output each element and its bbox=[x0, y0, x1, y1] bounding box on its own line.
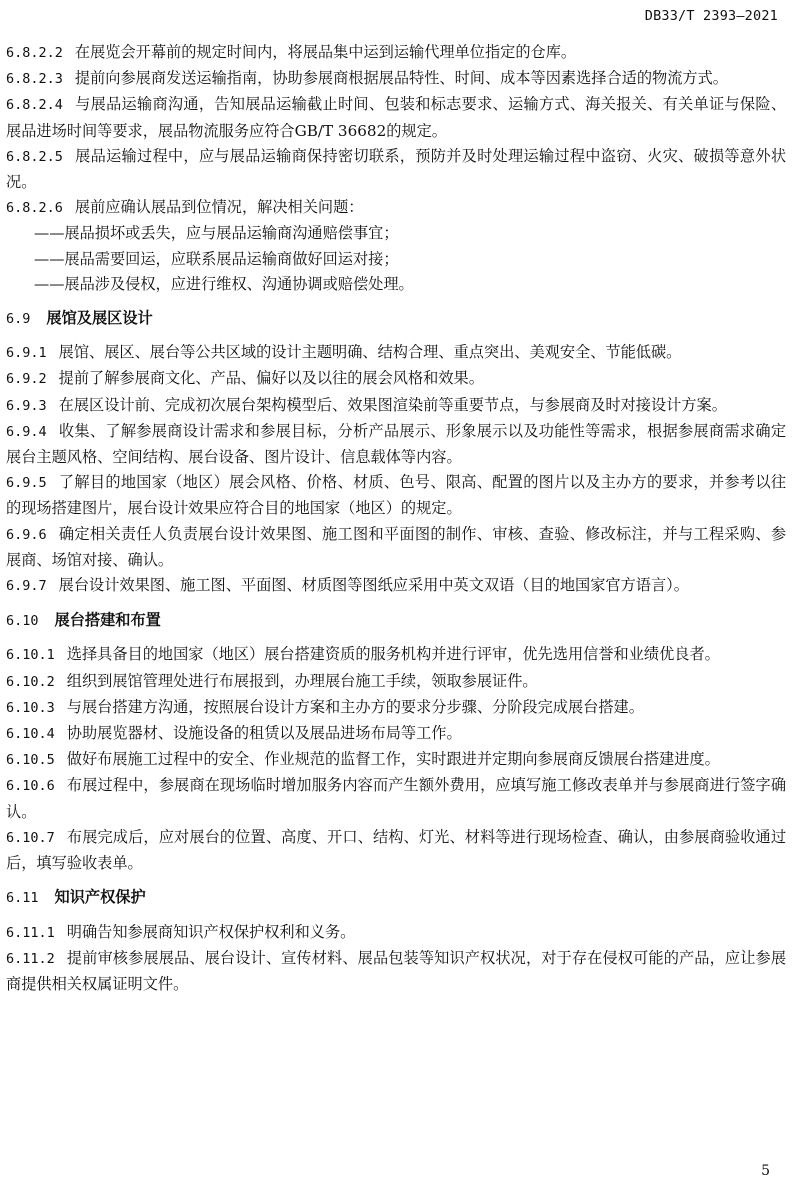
clause-number: 6.11 bbox=[6, 890, 39, 907]
clause-number: 6.10.7 bbox=[6, 829, 55, 846]
document-body bbox=[6, 40, 786, 997]
clause-number: 6.10.2 bbox=[6, 673, 55, 690]
clause-number: 6.9.5 bbox=[6, 475, 47, 492]
clause-text: 在展览会开幕前的规定时间内，将展品集中运到运输代理单位指定的仓库。 bbox=[74, 43, 577, 61]
clause-text: 收集、了解参展商设计需求和参展目标，分析产品展示、形象展示以及功能性等需求，根据参展商需求确定展台主题风格、空间结构、展台设备、图片设计、信息载体等内容。 bbox=[6, 421, 786, 467]
clause-text: 明确告知参展商知识产权保护权利和义务。 bbox=[66, 922, 356, 941]
clause-paragraph bbox=[6, 946, 786, 997]
clause-number: 6.10 bbox=[6, 613, 39, 630]
clause-paragraph bbox=[6, 340, 786, 366]
clause-text: 布展完成后，应对展台的位置、高度、开口、结构、灯光、材料等进行现场检查、确认，由参展商验收通过后，填写验收表单。 bbox=[6, 827, 786, 873]
list-item bbox=[6, 221, 786, 246]
clause-paragraph bbox=[6, 669, 786, 695]
clause-text: 提前了解参展商文化、产品、偏好以及以往的展会风格和效果。 bbox=[58, 369, 484, 388]
list-item bbox=[6, 247, 786, 272]
clause-text: 展台搭建和布置 bbox=[54, 611, 161, 630]
clause-number: 6.10.5 bbox=[6, 752, 55, 769]
clause-text: 知识产权保护 bbox=[54, 888, 146, 907]
clause-number: 6.9.4 bbox=[6, 423, 47, 440]
clause-text: 展馆、展区、展台等公共区域的设计主题明确、结构合理、重点突出、美观安全、节能低碳。 bbox=[58, 343, 682, 362]
clause-text: 展台设计效果图、施工图、平面图、材质图等图纸应采用中英文双语（目的地国家官方语言）。 bbox=[58, 576, 689, 595]
clause-text: 提前向参展商发送运输指南，协助参展商根据展品特性、时间、成本等因素选择合适的物流方式。 bbox=[74, 69, 728, 88]
section-heading bbox=[6, 608, 786, 634]
clause-number: 6.9.6 bbox=[6, 526, 47, 543]
clause-paragraph bbox=[6, 721, 786, 747]
clause-text: ——展品涉及侵权，应进行维权、沟通协调或赔偿处理。 bbox=[34, 274, 414, 293]
clause-number: 6.9.2 bbox=[6, 371, 47, 388]
clause-paragraph bbox=[6, 366, 786, 392]
clause-text: 与展台搭建方沟通，按照展台设计方案和主办方的要求分步骤、分阶段完成展台搭建。 bbox=[66, 697, 644, 716]
clause-number: 6.10.6 bbox=[6, 778, 55, 795]
clause-number: 6.9.7 bbox=[6, 578, 47, 595]
section-heading bbox=[6, 885, 786, 911]
clause-text: 展品运输过程中，应与展品运输商保持密切联系，预防并及时处理运输过程中盗窃、火灾、破损等意外状况。 bbox=[6, 146, 786, 192]
clause-number: 6.8.2.2 bbox=[6, 45, 63, 61]
clause-text: 在展区设计前、完成初次展台架构模型后、效果图渲染前等重要节点，与参展商及时对接设计方案。 bbox=[58, 395, 727, 414]
clause-paragraph bbox=[6, 470, 786, 521]
clause-paragraph bbox=[6, 419, 786, 470]
clause-paragraph bbox=[6, 393, 786, 419]
clause-number: 6.11.1 bbox=[6, 924, 55, 941]
clause-text: 展馆及展区设计 bbox=[46, 309, 153, 328]
clause-number: 6.10.4 bbox=[6, 726, 55, 743]
clause-paragraph bbox=[6, 695, 786, 721]
clause-paragraph bbox=[6, 195, 786, 221]
clause-text: 确定相关责任人负责展台设计效果图、施工图和平面图的制作、审核、查验、修改标注，并与工程采购、参展商、场馆对接、确认。 bbox=[6, 524, 786, 569]
document-id: DB33/T 2393—2021 bbox=[644, 8, 778, 24]
clause-paragraph bbox=[6, 773, 786, 824]
clause-paragraph bbox=[6, 144, 786, 195]
clause-number: 6.8.2.3 bbox=[6, 71, 63, 88]
clause-number: 6.8.2.4 bbox=[6, 97, 63, 114]
clause-paragraph bbox=[6, 40, 786, 66]
clause-text: 组织到展馆管理处进行布展报到，办理展台施工手续，领取参展证件。 bbox=[66, 671, 538, 690]
clause-number: 6.9 bbox=[6, 311, 31, 328]
clause-paragraph bbox=[6, 920, 786, 946]
clause-paragraph bbox=[6, 522, 786, 573]
clause-text: 选择具备目的地国家（地区）展台搭建资质的服务机构并进行评审，优先选用信誉和业绩优良者。 bbox=[66, 645, 720, 664]
clause-text: 提前审核参展展品、展台设计、宣传材料、展品包装等知识产权状况，对于存在侵权可能的产品，应让参展商提供相关权属证明文件。 bbox=[6, 948, 786, 993]
clause-text: ——展品需要回运，应联系展品运输商做好回运对接； bbox=[34, 249, 399, 268]
page-number: 5 bbox=[761, 1163, 770, 1179]
clause-number: 6.10.3 bbox=[6, 699, 55, 716]
clause-text: 展前应确认展品到位情况，解决相关问题： bbox=[74, 198, 364, 217]
clause-text: ——展品损坏或丢失，应与展品运输商沟通赔偿事宜； bbox=[34, 224, 399, 243]
clause-number: 6.9.3 bbox=[6, 397, 47, 414]
clause-paragraph bbox=[6, 573, 786, 599]
section-heading bbox=[6, 306, 786, 332]
clause-paragraph bbox=[6, 642, 786, 668]
clause-paragraph bbox=[6, 66, 786, 92]
clause-text: 布展过程中，参展商在现场临时增加服务内容而产生额外费用，应填写施工修改表单并与参展商进行签字确认。 bbox=[6, 776, 786, 821]
clause-number: 6.10.1 bbox=[6, 647, 55, 664]
clause-text: 了解目的地国家（地区）展会风格、价格、材质、色号、限高、配置的图片以及主办方的要求，并参考以往的现场搭建图片，展台设计效果应符合目的地国家（地区）的规定。 bbox=[6, 473, 786, 518]
clause-text: 做好布展施工过程中的安全、作业规范的监督工作，实时跟进并定期向参展商反馈展台搭建进度。 bbox=[66, 750, 720, 769]
clause-number: 6.8.2.6 bbox=[6, 200, 63, 217]
clause-number: 6.11.2 bbox=[6, 950, 55, 967]
clause-paragraph bbox=[6, 825, 786, 876]
clause-number: 6.9.1 bbox=[6, 345, 47, 362]
clause-number: 6.8.2.5 bbox=[6, 148, 63, 165]
clause-paragraph bbox=[6, 92, 786, 143]
clause-paragraph bbox=[6, 747, 786, 773]
list-item bbox=[6, 272, 786, 297]
clause-text: 协助展览器材、设施设备的租赁以及展品进场布局等工作。 bbox=[66, 724, 462, 743]
clause-text: 与展品运输商沟通，告知展品运输截止时间、包装和标志要求、运输方式、海关报关、有关单证与保险、展品进场时间等要求，展品物流服务应符合GB/T 36682的规定。 bbox=[6, 95, 786, 140]
